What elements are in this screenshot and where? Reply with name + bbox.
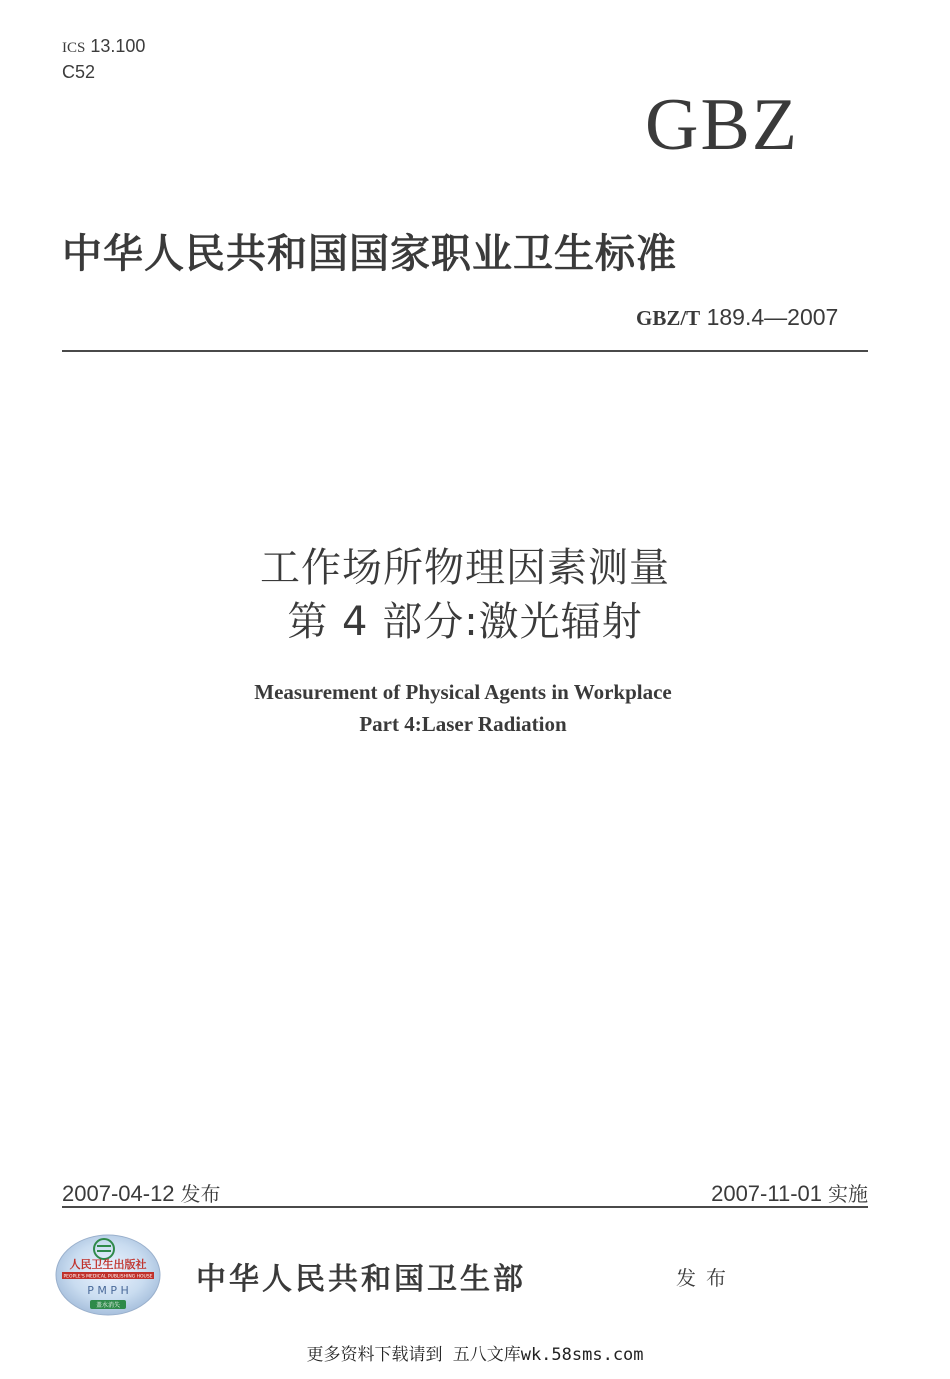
issue-date bbox=[62, 1178, 221, 1207]
implement-date-value: 2007-11-01 bbox=[711, 1181, 822, 1206]
national-standard-title: 中华人民共和国国家职业卫生标准 bbox=[62, 230, 677, 277]
standard-number-value: 189.4—2007 bbox=[706, 304, 839, 330]
logo-ribbon: 盖水消失 bbox=[95, 1302, 121, 1309]
implement-date bbox=[711, 1178, 868, 1207]
top-divider bbox=[62, 350, 868, 352]
logo-letters: P M P H bbox=[87, 1284, 129, 1297]
publisher-name: 中华人民共和国卫生部 bbox=[196, 1262, 526, 1297]
logo-name-cn: 人民卫生出版社 bbox=[69, 1258, 147, 1271]
title-en-line1: Measurement of Physical Agents in Workplace bbox=[254, 680, 672, 704]
title-cn-line1: 工作场所物理因素测量 bbox=[260, 545, 670, 591]
logo-name-en: PEOPLE'S MEDICAL PUBLISHING HOUSE bbox=[63, 1274, 153, 1280]
ics-code bbox=[62, 36, 145, 57]
issue-date-value: 2007-04-12 bbox=[62, 1181, 175, 1206]
ics-value: 13.100 bbox=[90, 36, 146, 56]
publisher-logo-graphic bbox=[52, 1232, 164, 1318]
publisher-logo bbox=[52, 1232, 164, 1318]
ics-label: ICS bbox=[62, 40, 86, 56]
gbz-mark: GBZ bbox=[645, 84, 799, 166]
publisher-verb: 发布 bbox=[676, 1266, 736, 1290]
bottom-divider bbox=[62, 1206, 868, 1208]
category-code: C52 bbox=[62, 62, 96, 82]
implement-label: 实施 bbox=[828, 1182, 868, 1206]
title-en-line2: Part 4:Laser Radiation bbox=[359, 712, 567, 736]
footer-note: 更多资料下载请到 五八文库wk.58sms.com bbox=[306, 1345, 644, 1365]
standard-number bbox=[636, 304, 838, 331]
issue-label: 发布 bbox=[180, 1182, 221, 1206]
standard-prefix: GBZ/T bbox=[636, 306, 701, 330]
title-cn-line2: 第 4 部分:激光辐射 bbox=[287, 599, 643, 645]
